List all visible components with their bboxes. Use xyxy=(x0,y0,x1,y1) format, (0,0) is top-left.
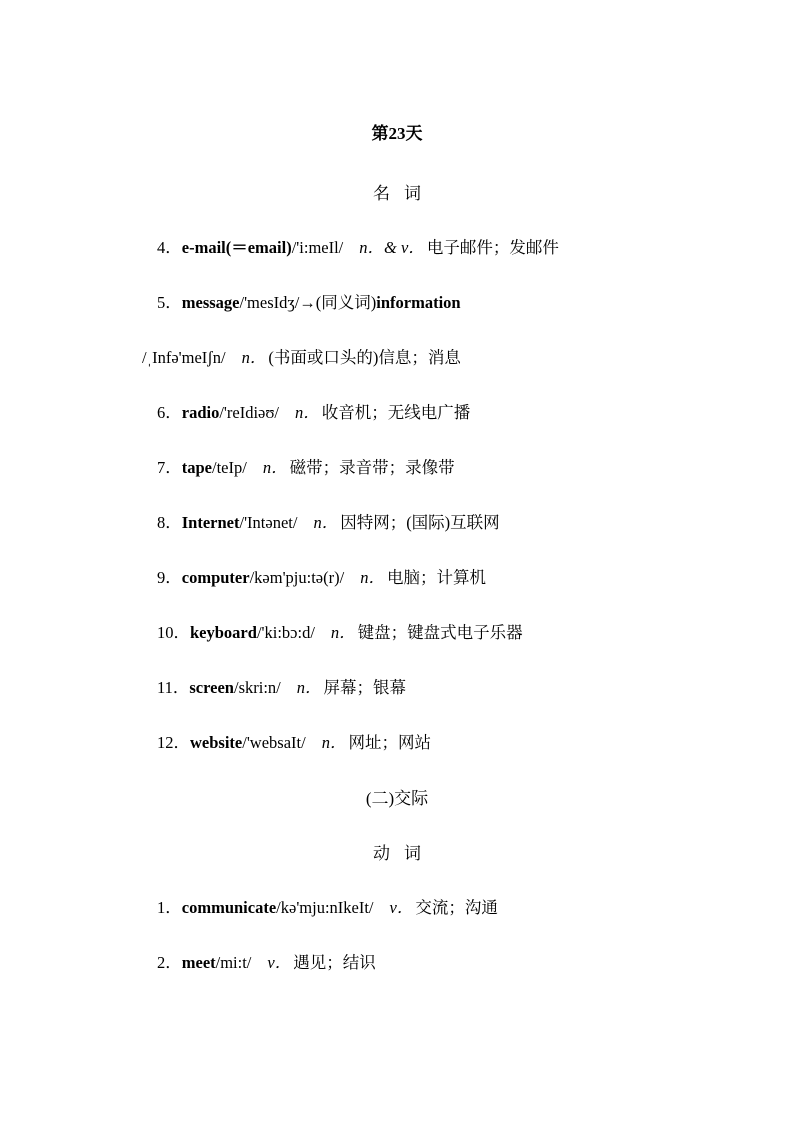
entry-part-of-speech: n． xyxy=(330,623,356,642)
entry-part-of-speech: n． xyxy=(313,513,339,532)
section-heading-communication: (二)交际 xyxy=(365,789,429,808)
entry-number: 6． xyxy=(157,403,182,422)
entry-word: message xyxy=(181,293,240,312)
entry-number: 8． xyxy=(157,513,182,532)
section-heading-nouns: 名词 xyxy=(373,184,435,203)
entry-part-of-speech: v． xyxy=(267,953,292,972)
entry-part-of-speech: n． xyxy=(262,458,288,477)
entry-definition: 电脑；计算机 xyxy=(386,568,486,587)
entry-definition: 电子邮件；发邮件 xyxy=(426,238,559,257)
entry-phonetic: /'websaIt/ xyxy=(242,733,306,752)
entry-word: keyboard xyxy=(190,623,257,642)
entry-definition: 屏幕；银幕 xyxy=(323,678,406,697)
entry-phonetic: /'mesIdʒ/→(同义词) xyxy=(239,293,377,312)
entry-definition: 因特网；(国际)互联网 xyxy=(340,513,500,532)
entry-phonetic: /skri:n/ xyxy=(233,678,281,697)
page-title: 第23天 xyxy=(371,124,423,143)
entry-definition: 交流；沟通 xyxy=(415,898,498,917)
vocab-entry-continuation xyxy=(142,347,461,369)
entry-part-of-speech: n． xyxy=(321,733,347,752)
entry-part-of-speech: n． xyxy=(296,678,322,697)
entry-phonetic: /kəm'pju:tə(r)/ xyxy=(249,568,345,587)
entry-part-of-speech: n． xyxy=(295,403,320,422)
entry-phonetic: /teIp/ xyxy=(212,458,247,477)
entry-word: screen xyxy=(189,678,234,697)
entry-part-of-speech: n． xyxy=(360,568,385,587)
entry-phonetic: /'Intənet/ xyxy=(239,513,298,532)
entry-word: Internet xyxy=(181,513,240,532)
entry-phonetic: /mi:t/ xyxy=(215,953,252,972)
entry-definition: 键盘；键盘式电子乐器 xyxy=(357,623,523,642)
entry-number: 4． xyxy=(157,238,182,257)
entry-definition: 磁带；录音带；录像带 xyxy=(289,458,455,477)
entry-word: communicate xyxy=(181,898,277,917)
entry-definition: 遇见；结识 xyxy=(293,953,376,972)
entry-word: tape xyxy=(181,458,212,477)
vocab-entry xyxy=(157,952,376,974)
entry-definition: 网址；网站 xyxy=(348,733,431,752)
vocab-entry xyxy=(157,622,523,644)
entry-word: radio xyxy=(181,403,220,422)
entry-definition: (书面或口头的)信息；消息 xyxy=(268,348,461,367)
entry-definition: 收音机；无线电广播 xyxy=(321,403,471,422)
entry-number: 5． xyxy=(157,293,182,312)
entry-number: 2． xyxy=(157,953,182,972)
vocab-entry xyxy=(157,897,498,919)
entry-part-of-speech: n．& v． xyxy=(359,238,425,257)
entry-number: 1． xyxy=(157,898,182,917)
vocab-entry xyxy=(157,292,461,314)
entry-number: 9． xyxy=(157,568,182,587)
entry-word: website xyxy=(190,733,243,752)
vocab-entry xyxy=(157,732,431,754)
entry-word: meet xyxy=(181,953,216,972)
vocab-entry xyxy=(157,402,470,424)
entry-number: 7． xyxy=(157,458,182,477)
entry-number: 11． xyxy=(157,678,190,697)
vocab-entry xyxy=(157,237,559,259)
vocab-entry xyxy=(157,567,486,589)
entry-phonetic: /'reIdiəʊ/ xyxy=(219,403,280,422)
entry-synonym: information xyxy=(376,293,461,312)
entry-part-of-speech: n． xyxy=(241,348,267,367)
entry-phonetic: /ˌInfə'meIʃn/ xyxy=(142,348,226,367)
entry-word: e-mail(＝email) xyxy=(181,238,292,257)
entry-number: 10． xyxy=(157,623,190,642)
entry-part-of-speech: v． xyxy=(389,898,414,917)
entry-number: 12． xyxy=(157,733,190,752)
entry-phonetic: /'ki:bɔ:d/ xyxy=(256,623,315,642)
vocab-entry xyxy=(157,677,406,699)
vocab-entry xyxy=(157,512,500,534)
vocab-entry xyxy=(157,457,455,479)
entry-phonetic: /'i:meIl/ xyxy=(291,238,344,257)
entry-word: computer xyxy=(181,568,250,587)
entry-phonetic: /kə'mju:nIkeIt/ xyxy=(276,898,374,917)
section-heading-verbs: 动词 xyxy=(373,844,435,863)
